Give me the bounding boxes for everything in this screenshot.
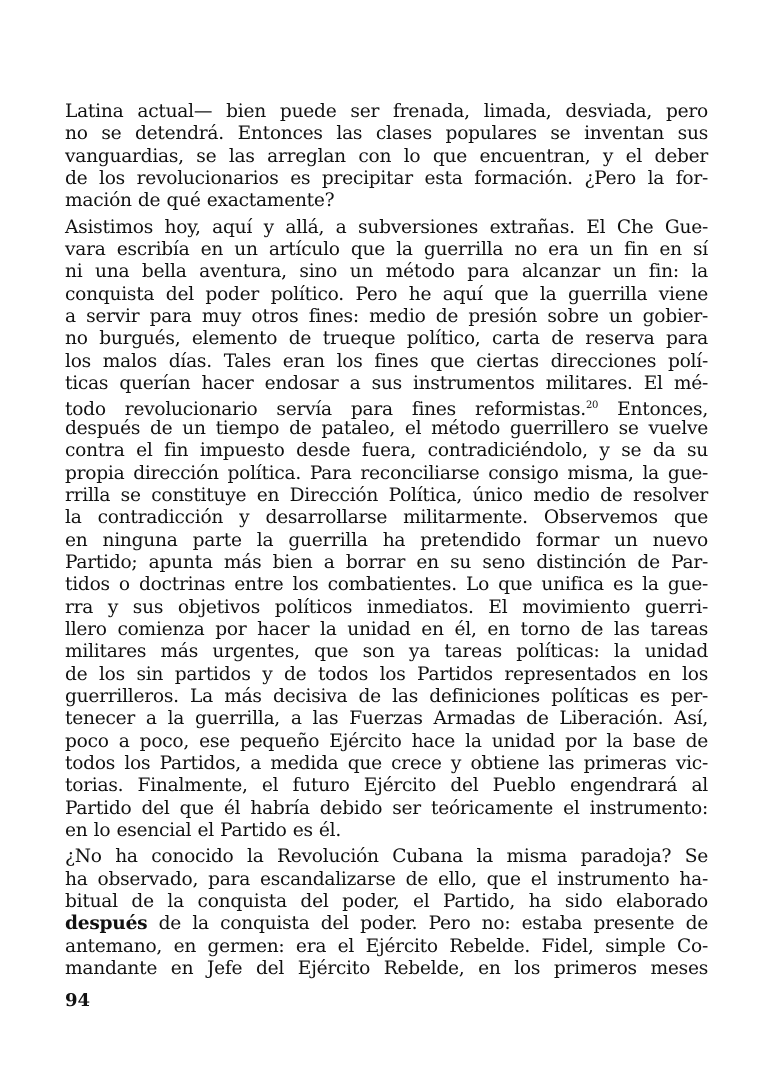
page-body (65, 101, 708, 980)
text-line: después de un tiempo de pataleo, el método guerrillero se vuelve (65, 417, 708, 439)
text-line: bitual de la conquista del poder, el Partido, ha sido elaborado (65, 891, 708, 913)
text-line: a servir para muy otros fines: medio de presión sobre un gobier- (65, 306, 708, 328)
text-line-with-emphasis (65, 913, 708, 935)
text-line: guerrilleros. La más decisiva de las definiciones políticas es per- (65, 685, 708, 707)
text-line: la contradicción y desarrollarse militarmente. Observemos que (65, 507, 708, 529)
text-line: los malos días. Tales eran los fines que ciertas direcciones polí- (65, 350, 708, 372)
paragraph-2 (65, 217, 708, 843)
text-line: Asistimos hoy, aquí y allá, a subversiones extrañas. El Che Gue- (65, 216, 708, 238)
text-line: ni una bella aventura, sino un método para alcanzar un fin: la (65, 261, 708, 283)
text-line: Partido; apunta más bien a borrar en su seno distinción de Par- (65, 551, 708, 573)
text-line: mandante en Jefe del Ejército Rebelde, en los primeros meses (65, 958, 708, 980)
text-line: conquista del poder político. Pero he aquí que la guerrilla viene (65, 283, 708, 305)
text-line: Latina actual— bien puede ser frenada, limada, desviada, pero (65, 101, 708, 122)
paragraph-1 (65, 101, 708, 213)
text-line: torias. Finalmente, el futuro Ejército del Pueblo engendrará al (65, 775, 708, 797)
text-line: vanguardias, se las arreglan con lo que encuentran, y el deber (65, 145, 708, 167)
text-line: llero comienza por hacer la unidad en él, en torno de las tareas (65, 618, 708, 640)
text-fragment: de la conquista del poder. Pero no: estaba presente de (147, 913, 708, 935)
page-number: 94 (65, 990, 91, 1011)
text-line: no se detendrá. Entonces las clases populares se inventan sus (65, 123, 708, 145)
text-line: antemano, en germen: era el Ejército Rebelde. Fidel, simple Co- (65, 935, 708, 957)
emphasis-text: después (65, 913, 148, 935)
text-line: ¿No ha conocido la Revolución Cubana la misma paradoja? Se (65, 846, 708, 868)
text-line: todos los Partidos, a medida que crece y obtiene las primeras vic- (65, 752, 708, 774)
text-line: ticas querían hacer endosar a sus instrumentos militares. El mé- (65, 373, 708, 395)
text-line: mación de qué exactamente? (65, 190, 335, 212)
paragraph-3 (65, 846, 708, 980)
text-line: tidos o doctrinas entre los combatientes. Lo que unifica es la gue- (65, 574, 708, 596)
text-fragment: Entonces, (598, 399, 708, 421)
text-line: no burgués, elemento de trueque político, carta de reserva para (65, 328, 708, 350)
text-line: de los revolucionarios es precipitar esta formación. ¿Pero la for- (65, 168, 708, 190)
text-line: en ninguna parte la guerrilla ha pretendido formar un nuevo (65, 529, 708, 551)
text-line: en lo esencial el Partido es él. (65, 820, 342, 841)
text-line: rrilla se constituye en Dirección Política, único medio de resolver (65, 484, 708, 506)
text-line: militares más urgentes, que son ya tareas políticas: la unidad (65, 641, 708, 663)
text-line: tenecer a la guerrilla, a las Fuerzas Armadas de Liberación. Así, (65, 708, 708, 730)
text-line: ha observado, para escandalizarse de ello, que el instrumento ha- (65, 868, 708, 890)
text-line: propia dirección política. Para reconciliarse consigo misma, la gue- (65, 462, 708, 484)
text-line: poco a poco, ese pequeño Ejército hace la unidad por la base de (65, 730, 708, 752)
text-line: contra el fin impuesto desde fuera, contradiciéndolo, y se da su (65, 440, 708, 462)
text-fragment: todo revolucionario servía para fines reformistas. (65, 399, 586, 421)
text-line-with-footnote (65, 395, 708, 421)
footnote-reference[interactable]: 20 (585, 400, 599, 412)
text-line: Partido del que él habría debido ser teóricamente el instrumento: (65, 797, 708, 819)
text-line: de los sin partidos y de todos los Partidos representados en los (65, 663, 708, 685)
text-line: vara escribía en un artículo que la guerrilla no era un fin en sí (65, 239, 708, 261)
text-line: rra y sus objetivos políticos inmediatos. El movimiento guerri- (65, 596, 708, 618)
